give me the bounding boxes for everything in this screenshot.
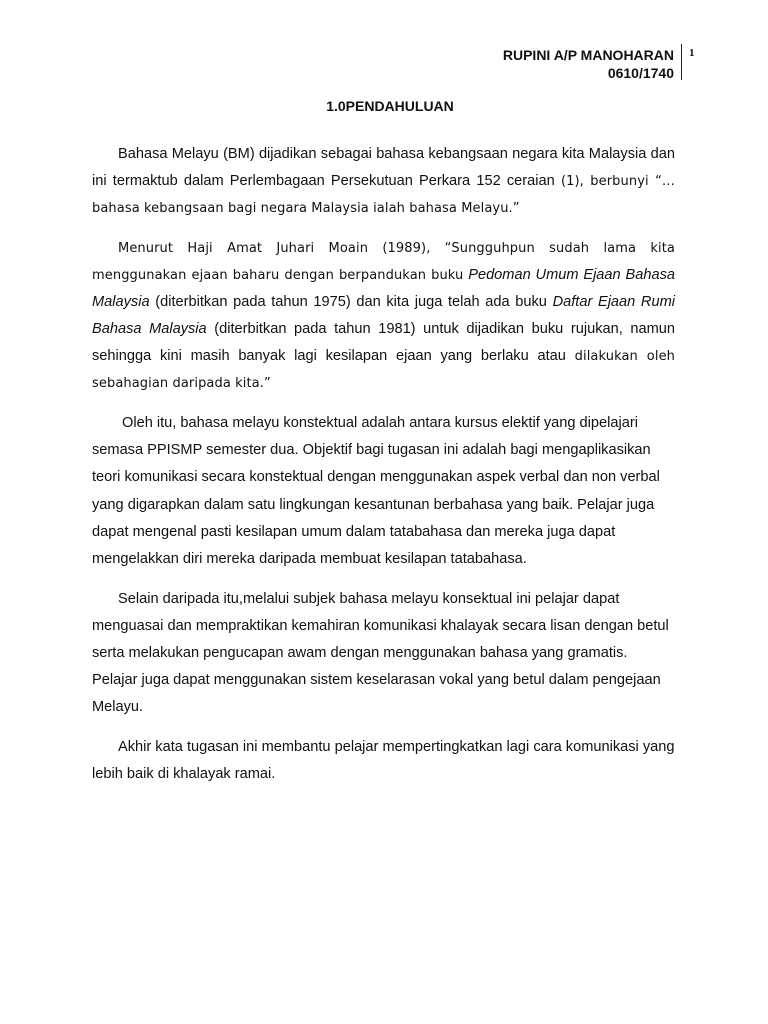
book-title-2: Daftar Ejaan Rumi Bahasa Malaysia bbox=[92, 294, 675, 337]
document-header bbox=[503, 46, 674, 82]
page-number: 1 bbox=[689, 47, 695, 59]
citation-text: Menurut Haji Amat Juhari Moain (1989), bbox=[118, 241, 431, 256]
paragraph-introduction bbox=[92, 141, 675, 222]
paragraph-skills: Selain daripada itu,melalui subjek bahasa melayu konsektual ini pelajar dapat menguasai dan mempraktikan kemahiran komunikasi khalayak secara lisan dengan betul serta melakukan pengucapan awam dengan menggunakan bahasa yang gramatis. Pelajar juga dapat menggunakan sistem keselarasan vokal yang betul dalam pengejaan Melayu. bbox=[92, 591, 669, 716]
paragraph-text: (diterbitkan pada tahun 1981) untuk dijadikan buku rujukan, namun sehingga kini masih banyak lagi kesilapan ejaan yang berlaku atau bbox=[92, 321, 675, 364]
header-divider bbox=[681, 44, 682, 80]
paragraph-citation bbox=[92, 235, 675, 397]
section-title: 1.0PENDAHULUAN bbox=[326, 98, 454, 114]
student-id: 0610/1740 bbox=[607, 65, 674, 81]
document-body bbox=[92, 141, 675, 801]
paragraph-conclusion: Akhir kata tugasan ini membantu pelajar mempertingkatkan lagi cara komunikasi yang lebih baik di khalayak ramai. bbox=[92, 739, 675, 783]
paragraph-objective: Oleh itu, bahasa melayu konstektual adalah antara kursus elektif yang dipelajari semasa PPISMP semester dua. Objektif bagi tugasan ini adalah bagi mengaplikasikan teori komunikasi secara konstektual dengan menggunakan aspek verbal dan non verbal yang digarapkan dalam satu lingkungan kesantunan berbahasa yang baik. Pelajar juga dapat mengenal pasti kesilapan umum dalam tatabahasa dan mereka juga dapat mengelakkan diri mereka daripada membuat kesilapan tatabahasa. bbox=[92, 415, 660, 568]
quote-start: “Sungguhpun sudah lama kita menggunakan ejaan baharu dengan berpandukan buku bbox=[92, 241, 675, 283]
quoted-text: (1), berbunyi “…bahasa kebangsaan bagi negara Malaysia ialah bahasa Melayu.” bbox=[92, 174, 676, 216]
paragraph-text: (diterbitkan pada tahun 1975) dan kita juga telah ada buku bbox=[155, 294, 547, 310]
quote-end: dilakukan oleh sebahagian daripada kita.” bbox=[92, 349, 676, 391]
book-title-1: Pedoman Umum Ejaan Bahasa Malaysia bbox=[92, 267, 675, 310]
paragraph-text: Bahasa Melayu (BM) dijadikan sebagai bahasa kebangsaan negara kita Malaysia dan ini termaktub dalam Perlembagaan Persekutuan Perkara 152 ceraian bbox=[92, 146, 675, 189]
author-name: RUPINI A/P MANOHARAN bbox=[502, 47, 674, 63]
